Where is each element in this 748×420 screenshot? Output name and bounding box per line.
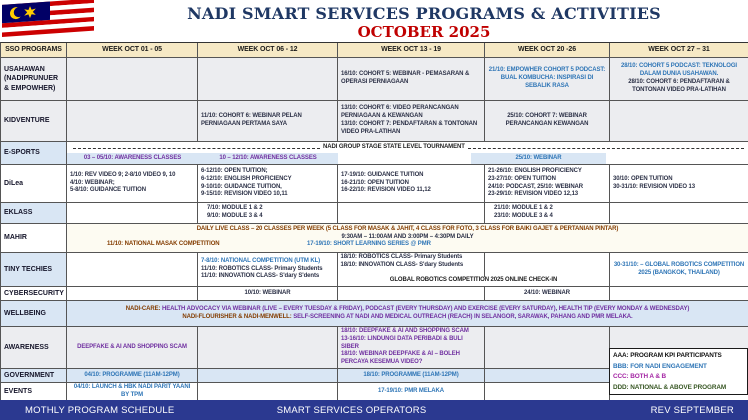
cell-empty (485, 327, 610, 369)
event-entry: 16-21/10: OPEN TUITION (341, 179, 409, 186)
cell (67, 165, 198, 203)
event-text: SELF-SCREENING AT NADI AND MEDICAL OUTREACH (REACH) IN SELANGOR, SARAWAK, PAHANG AND PMR MELAKA. (293, 313, 633, 320)
table-row-dilea (1, 165, 748, 203)
event-entry: GLOBAL ROBOTICS COMPETITION 2025 ONLINE CHECK-IN (389, 277, 558, 283)
cell-empty (67, 253, 198, 287)
table-row-wellbeing (1, 301, 748, 327)
cell (338, 327, 485, 369)
cell-empty (198, 383, 338, 401)
event-entry: 21/10: MODULE 1 & 2 (494, 205, 553, 212)
event-entry: 9-10/10: GUIDANCE TUITION, (201, 183, 282, 190)
cell (338, 383, 485, 401)
table-row-kidventure (1, 101, 748, 142)
event-entry: 30-31/10: – GLOBAL ROBOTICS COMPETITION 2025 (BANGKOK, THAILAND) (613, 261, 745, 276)
event-entry: 13/10: COHORT 6: VIDEO PERANCANGAN PERNIAGAAN & KEWANGAN (341, 105, 459, 120)
row-label-wellbeing: WELLBEING (1, 301, 67, 327)
footer-schedule-label: MOTHLY PROGRAM SCHEDULE (25, 404, 175, 416)
table-row-eklass (1, 203, 748, 224)
row-label-eklass: EKLASS (1, 203, 67, 224)
footer-rev-label: REV SEPTEMBER (650, 404, 734, 416)
event-entry: 18/10: DEEPFAKE & AI AND SHOPPING SCAM (341, 328, 469, 334)
cell (610, 253, 748, 287)
event-entry: DAILY LIVE CLASS – 20 CLASSES PER WEEK (5 CLASS FOR MASAK & JAHIT, 4 CLASS FOR FOTO, 3 CLASS FOR BAIKI GAJET & PERTANIAN PINTAR) (196, 225, 619, 232)
column-header-week3: WEEK OCT 13 - 19 (338, 43, 485, 58)
event-entry: 9:30AM – 11:00AM AND 3:00PM – 4:30PM DAILY (341, 233, 474, 240)
cell (338, 253, 485, 277)
row-label-events: EVENTS (1, 383, 67, 401)
cell (338, 165, 485, 203)
tinytechies-upper (338, 253, 610, 277)
event-entry: 03 – 05/10: AWARENESS CLASSES (67, 153, 198, 164)
cell-empty (485, 253, 610, 277)
event-entry: 10/10: WEBINAR (244, 289, 291, 296)
event-entry: 6-12/10: ENGLISH PROFICIENCY (201, 175, 292, 182)
event-entry: DEEPFAKE & AI AND SHOPPING SCAM (77, 343, 187, 350)
event-entry: 13-16/10: LINDUNGI DATA PERIBADI & BULI SIBER (341, 335, 463, 350)
event-entry: 24/10: PODCAST, 25/10: WEBINAR (488, 183, 584, 190)
row-label-kidventure: KIDVENTURE (1, 101, 67, 142)
table-header-row (1, 43, 748, 58)
cell (485, 58, 610, 101)
event-entry: 7-8/10: NATIONAL COMPETITION (UTM KL) (201, 257, 321, 264)
legend-item-bbb: BBB: FOR NADI ENGAGEMENT (613, 362, 707, 370)
cell (485, 203, 610, 224)
event-entry: 21/10: EMPOWHER COHORT 5 PODCAST: BUAL KOMBUCHA: INSPIRASI DI SEBALIK RASA (488, 67, 606, 89)
row-label-awareness: AWARENESS (1, 327, 67, 369)
event-entry: 11/10: NATIONAL MASAK COMPETITION (107, 241, 220, 248)
page-subtitle: OCTOBER 2025 (357, 23, 491, 41)
legend-item-ddd: DDD: NATIONAL & ABOVE PROGRAM (613, 383, 727, 391)
row-label-esports: E-SPORTS (1, 142, 67, 165)
event-entry: 13/10: COHORT 7: PENDAFTARAN & TONTONAN VIDEO PRA-LATIHAN (341, 121, 478, 135)
cell (67, 327, 198, 369)
event-entry: 04/10: PROGRAMME (11AM-12PM) (84, 371, 180, 378)
row-label-cybersecurity: CYBERSECURITY (1, 287, 67, 301)
event-entry: NADI GROUP STAGE STATE LEVEL TOURNAMENT (323, 144, 465, 151)
event-entry: 7/10: MODULE 1 & 2 (207, 205, 263, 212)
cell (338, 369, 485, 383)
cell-empty (610, 203, 748, 224)
event-entry: 28/10: COHORT 5 PODCAST: TEKNOLOGI DALAM DUNIA USAHAWAN. (621, 63, 737, 78)
dashed-line (468, 148, 744, 149)
event-entry: 9/10: MODULE 3 & 4 (207, 213, 263, 219)
event-entry: 30/10: OPEN TUITION (613, 175, 673, 182)
table-row-usahawan (1, 58, 748, 101)
event-entry: 6-12/10: OPEN TUITION; (201, 167, 268, 174)
event-entry: 11/10: INNOVATION CLASS- S'dary S'dents (201, 273, 320, 280)
table-row-tinytechies (1, 253, 748, 287)
footer-bar (0, 400, 748, 420)
column-header-week5: WEEK OCT 27 – 31 (610, 43, 748, 58)
dashed-line (73, 148, 320, 149)
legend-box (609, 348, 748, 395)
cell-esports-merged (67, 142, 748, 165)
cell (198, 253, 338, 287)
column-header-sso: SSO PROGRAMS (1, 43, 67, 58)
malaysia-flag-icon (0, 0, 96, 44)
event-entry: 17-19/10: PMR MELAKA (377, 387, 445, 394)
cell (67, 369, 198, 383)
event-entry: 23-29/10: REVISION VIDEO 12,13 (488, 191, 579, 198)
event-entry: 24/10: WEBINAR (524, 289, 570, 296)
event-entry (70, 306, 745, 314)
event-entry: 10 – 12/10: AWARENESS CLASSES (198, 153, 338, 164)
event-entry: 04/10: LAUNCH & HBK NADI PARIT YAANI BY TPM (73, 383, 191, 398)
cell-mahir-merged (67, 224, 748, 253)
event-prefix: NADI-CARE: (125, 305, 161, 312)
event-entry: 30-31/10: REVISION VIDEO 13 (613, 183, 696, 190)
cell-empty (67, 58, 198, 101)
cell-empty (610, 287, 748, 301)
page-title: NADI SMART SERVICES PROGRAMS & ACTIVITIES (187, 4, 661, 23)
event-entry: 16-22/10: REVISION VIDEO 11,12 (341, 187, 431, 194)
cell (610, 58, 748, 101)
cell-empty (338, 287, 485, 301)
table-row-mahir (1, 224, 748, 253)
event-entry: 16/10: COHORT 5: WEBINAR - PEMASARAN & OPERASI PERNIAGAAN (341, 71, 470, 85)
footer-operators-label: SMART SERVICES OPERATORS (276, 404, 427, 416)
cell-tinytechies-mid (338, 253, 610, 287)
cell-empty (338, 203, 485, 224)
event-entry: 4/10: WEBINAR; (70, 179, 115, 186)
cell (198, 165, 338, 203)
cell (198, 287, 338, 301)
legend-item-ccc: CCC: BOTH A & B (613, 373, 667, 381)
event-entry: 18/10: INNOVATION CLASS- S'dary Students (340, 261, 464, 268)
event-entry: 25/10: COHORT 7: WEBINAR PERANCANGAN KEWANGAN (505, 113, 589, 127)
event-entry: 11/10: COHORT 6: WEBINAR PELAN PERNIAGAAN PERTAMA SAYA (201, 113, 302, 127)
table-row-esports (1, 142, 748, 165)
cell-empty (198, 58, 338, 101)
cell (198, 203, 338, 224)
cell-empty (198, 327, 338, 369)
legend-item-aaa: AAA: PROGRAM KPI PARTICIPANTS (613, 352, 722, 359)
event-entry: 17-19/10: GUIDANCE TUITION (341, 171, 424, 178)
cell-empty (485, 383, 610, 401)
event-entry: 23-27/10: OPEN TUITION (488, 175, 556, 182)
cell (610, 165, 748, 203)
event-text: HEALTH ADVOCACY VIA WEBINAR (LIVE – EVERY TUESDAY & FRIDAY), PODCAST (EVERY THURSDAY) AND EXERCISE (EVERY SATURDAY), HEALTH TIP (EVERY MONDAY & WEDNESDAY) (162, 305, 690, 312)
cell-empty (67, 101, 198, 142)
cell-empty (67, 203, 198, 224)
event-entry: 18/10: ROBOTICS CLASS- Primary Students (340, 254, 463, 260)
event-entry: 21-26/10: ENGLISH PROFICIENCY (488, 167, 582, 174)
column-header-week4: WEEK OCT 20 -26 (485, 43, 610, 58)
esports-stripes (67, 153, 748, 164)
event-entry: 5-8/10: GUIDANCE TUITION (70, 187, 146, 194)
event-entry (70, 314, 745, 322)
cell-empty (485, 369, 610, 383)
page-header (0, 0, 748, 42)
event-entry: 1/10: REV VIDEO 9; 2-8/10 VIDEO 9, 10 (70, 171, 176, 178)
row-label-government: GOVERNMENT (1, 369, 67, 383)
event-entry: 25/10: WEBINAR (471, 153, 606, 164)
table-row-cybersecurity (1, 287, 748, 301)
cell-empty (198, 369, 338, 383)
cell (485, 165, 610, 203)
event-entry: 18/10: WEBINAR DEEPFAKE & AI – BOLEH PERCAYA KESEMUA VIDEO? (341, 351, 460, 366)
row-label-usahawan: USAHAWAN (NADIPRUNUER & EMPOWHER) (1, 58, 67, 101)
tournament-line (67, 142, 748, 153)
cell-empty (67, 287, 198, 301)
event-entry: 11/10: ROBOTICS CLASS- Primary Students (201, 265, 323, 272)
event-prefix: NADI-FLOURISHER & NADI-MENWELL: (182, 313, 292, 320)
cell-wellbeing-merged (67, 301, 748, 327)
mahir-line3 (70, 241, 745, 250)
cell (67, 383, 198, 401)
cell (485, 287, 610, 301)
event-entry: 17-19/10: SHORT LEARNING SERIES @ PMR (307, 241, 431, 248)
cell-empty (610, 101, 748, 142)
event-entry: 28/10: COHORT 6: PENDAFTARAN & TONTONAN VIDEO PRA-LATIHAN (628, 79, 730, 93)
column-header-week1: WEEK OCT 01 - 05 (67, 43, 198, 58)
row-label-tinytechies: TINY TECHIES (1, 253, 67, 287)
cell (485, 101, 610, 142)
cell (338, 101, 485, 142)
cell (338, 58, 485, 101)
event-entry: 9-15/10: REVISION VIDEO 10,11 (201, 191, 288, 198)
cell (198, 101, 338, 142)
event-entry: 23/10: MODULE 3 & 4 (494, 213, 553, 219)
row-label-mahir: MAHIR (1, 224, 67, 253)
column-header-week2: WEEK OCT 06 - 12 (198, 43, 338, 58)
event-entry: 18/10: PROGRAMME (11AM-12PM) (363, 371, 459, 378)
row-label-dilea: DiLea (1, 165, 67, 203)
